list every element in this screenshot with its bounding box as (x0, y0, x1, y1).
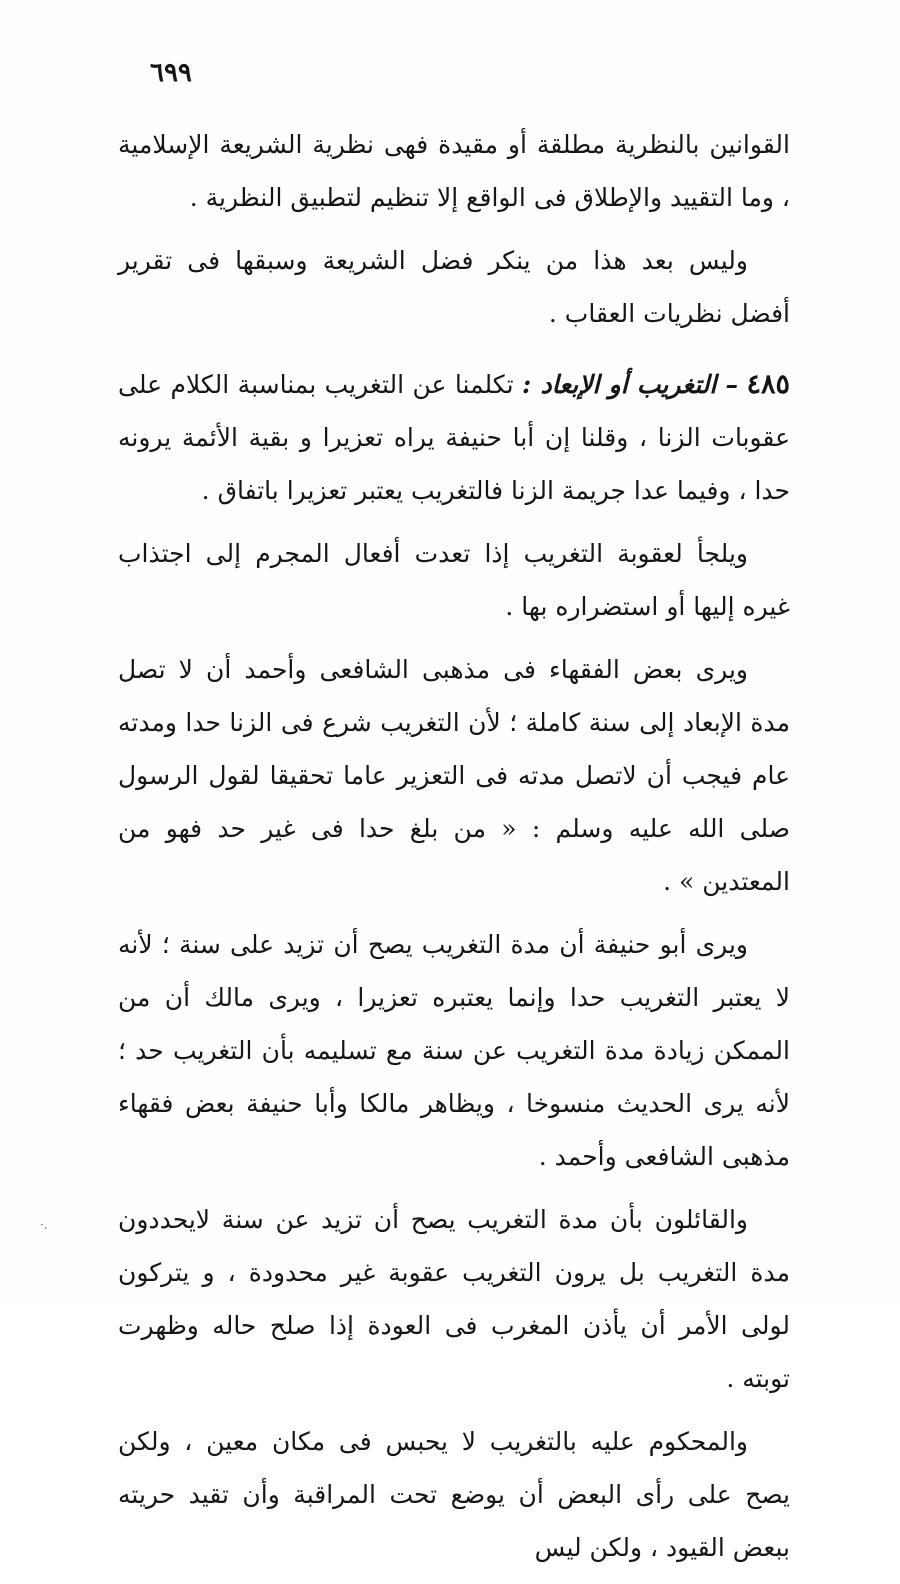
section-title: – التغريب أو الإبعاد : (522, 370, 739, 399)
margin-mark: ·. (40, 1218, 48, 1232)
paragraph-4: ويلجأ لعقوبة التغريب إذا تعدت أفعال المجرم إلى اجتذاب غيره إليها أو استضراره بها . (118, 539, 790, 621)
body-text (118, 118, 790, 1584)
section-485 (118, 358, 790, 517)
paragraph-8: والمحكوم عليه بالتغريب لا يحبس فى مكان معين ، ولكن يصح على رأى البعض أن يوضع تحت المراقبة وأن تقيد حريته ببعض القيود ، ولكن ليس (118, 1427, 790, 1562)
section-number: ٤٨٥ (746, 369, 790, 400)
paragraph-7: والقائلون بأن مدة التغريب يصح أن تزيد عن سنة لايحددون مدة التغريب بل يرون التغريب عقوبة غير محدودة ، و يتركون لولى الأمر أن يأذن المغرب فى العودة إذا صلح حاله وظهرت توبته . (118, 1205, 790, 1393)
paragraph-6: ويرى أبو حنيفة أن مدة التغريب يصح أن تزيد على سنة ؛ لأنه لا يعتبر التغريب حدا وإنما يعتبره تعزيرا ، ويرى مالك أن من الممكن زيادة مدة التغريب عن سنة مع تسليمه بأن التغريب حد ؛ لأنه يرى الحديث منسوخا ، ويظاهر مالكا وأبا حنيفة بعض فقهاء مذهبى الشافعى وأحمد . (118, 930, 790, 1171)
page-number: ٦٩٩ (150, 58, 192, 88)
paragraph-5: ويرى بعض الفقهاء فى مذهبى الشافعى وأحمد أن لا تصل مدة الإبعاد إلى سنة كاملة ؛ لأن التغريب شرع فى الزنا حدا ومدته عام فيجب أن لاتصل مدته فى التعزير عاما تحقيقا لقول الرسول صلى الله عليه وسلم : « من بلغ حدا فى غير حد فهو من المعتدين » . (118, 655, 790, 896)
section-text: تكلمنا عن التغريب بمناسبة الكلام على عقوبات الزنا ، وقلنا إن أبا حنيفة يراه تعزيرا و بقية الأئمة يرونه حدا ، وفيما عدا جريمة الزنا فالتغريب يعتبر تعزيرا باتفاق . (118, 370, 790, 505)
paragraph-1: القوانين بالنظرية مطلقة أو مقيدة فهى نظرية الشريعة الإسلامية ، وما التقييد والإطلاق فى الواقع إلا تنظيم لتطبيق النظرية . (118, 130, 790, 212)
paragraph-2: وليس بعد هذا من ينكر فضل الشريعة وسبقها فى تقرير أفضل نظريات العقاب . (118, 246, 790, 328)
